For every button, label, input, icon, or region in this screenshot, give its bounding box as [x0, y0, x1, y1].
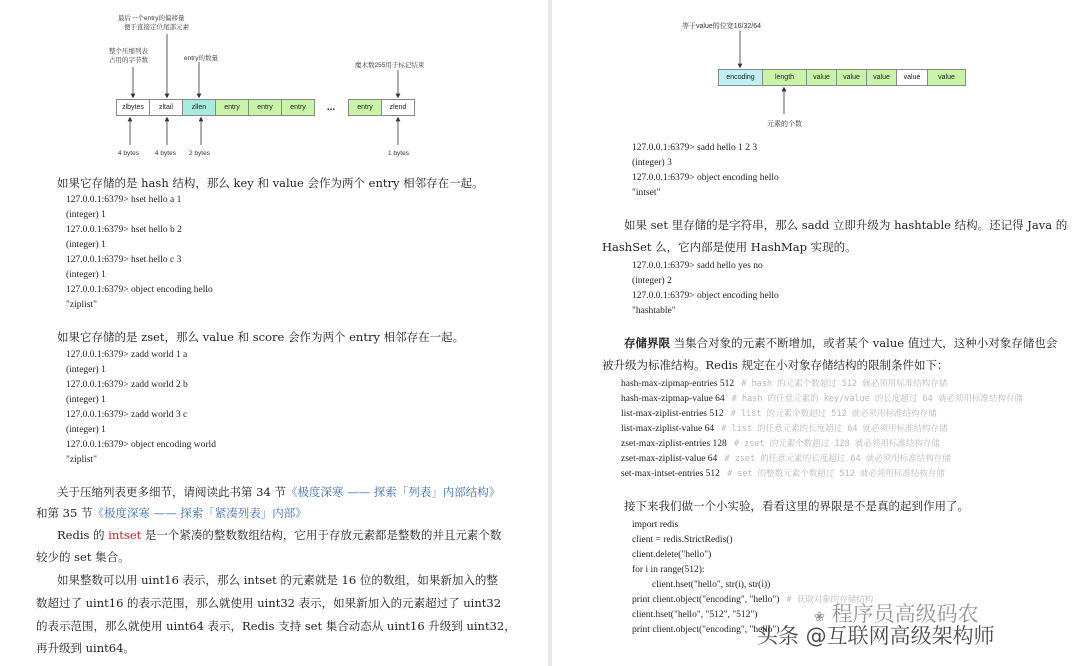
diagram-top-note-2: 便于直接定位尾部元素 [124, 24, 189, 31]
cell-zltail: zltail [149, 99, 183, 116]
intset-bottom-note: 元素的个数 [767, 121, 802, 128]
code-line: 127.0.0.1:6379> object encoding world [66, 440, 216, 450]
code-line: for i in range(512): [632, 565, 705, 575]
intset-top-note: 等于value的位宽16/32/64 [682, 23, 761, 30]
uint-paragraph-line-2: 数超过了 uint16 的表示范围，那么就使用 uint32 表示，如果新加入的元素超过了 uint32 [36, 596, 502, 610]
size-zlbytes: 4 bytes [118, 150, 139, 157]
diagram-left-note-2: 占用的字节数 [109, 57, 148, 64]
ziplist-reference-line-1 [57, 484, 500, 501]
config-comment: # hash 的任意元素的 key/value 的长度超过 64 就必须用标准结构存储 [731, 394, 1023, 404]
config-comment: # zset 的任意元素的长度超过 64 就必须用标准结构存储 [724, 454, 951, 464]
config-line [621, 452, 1023, 467]
config-line [621, 392, 1023, 407]
config-block [621, 377, 1023, 482]
config-comment: # set 的整数元素个数超过 512 就必须用标准结构存储 [727, 469, 945, 479]
size-zllen: 2 bytes [189, 150, 210, 157]
code-line: (integer) 2 [632, 276, 672, 286]
config-comment: # hash 的元素个数超过 512 就必须用标准结构存储 [741, 379, 948, 389]
config-key: list-max-ziplist-entries 512 [621, 409, 724, 419]
chapter-35-link[interactable]: 《极度深寒 —— 探索「紧凑列表」内部》 [92, 506, 307, 520]
config-key: zset-max-ziplist-value 64 [621, 454, 718, 464]
cell-value-4: value [896, 69, 928, 86]
right-page [552, 0, 1080, 666]
code-line: import redis [632, 520, 679, 530]
code-line: "ziplist" [66, 300, 97, 310]
diagram-top-note-1: 最后一个entry的偏移量 [118, 15, 185, 22]
code-line: "intset" [632, 188, 661, 198]
config-line [621, 407, 1023, 422]
cell-value-3: value [866, 69, 897, 86]
cell-value-1: value [806, 69, 837, 86]
config-line [621, 377, 1023, 392]
cell-entry-3: entry [281, 99, 315, 116]
code-line: client.delete("hello") [632, 550, 712, 560]
cell-value-5: value [927, 69, 966, 86]
zset-paragraph: 如果它存储的是 zset，那么 value 和 score 会作为两个 entry 相邻存在一起。 [57, 330, 465, 344]
code-line: "hashtable" [632, 306, 676, 316]
ref-text: 关于压缩列表更多细节，请阅读此书第 34 节 [57, 485, 286, 499]
config-comment: # list 的元素个数超过 512 就必须用标准结构存储 [730, 409, 937, 419]
set-paragraph-line-1: 如果 set 里存储的是字符串，那么 sadd 立即升级为 hashtable 结构。还记得 Java 的 [624, 218, 1068, 232]
storage-limit-line-1 [624, 335, 1057, 352]
code-line: client.hset("hello", str(i), str(i)) [652, 580, 771, 590]
code-line: (integer) 1 [66, 365, 106, 375]
storage-limit-title: 存储界限 [624, 336, 670, 350]
code-line: 127.0.0.1:6379> object encoding hello [632, 173, 779, 183]
config-key: set-max-intset-entries 512 [621, 469, 720, 479]
uint-paragraph-line-4: 再升级到 uint64。 [36, 641, 135, 655]
code-line: 127.0.0.1:6379> zadd world 1 a [66, 350, 188, 360]
code-line: (integer) 1 [66, 425, 106, 435]
cell-encoding: encoding [718, 69, 763, 86]
code-line: (integer) 1 [66, 395, 106, 405]
diagram-arrows [0, 0, 548, 160]
size-zltail: 4 bytes [155, 150, 176, 157]
hash-code-block [66, 193, 213, 313]
uint-paragraph-line-3: 的表示范围，那么就使用 uint64 表示，Redis 支持 set 集合动态从 uint16 升级到 uint32， [36, 619, 516, 633]
diagram-count-note: entry的数量 [184, 55, 218, 62]
code-comment: # 获取对象的存储结构 [786, 595, 874, 605]
code-line: (integer) 1 [66, 240, 106, 250]
code-line: 127.0.0.1:6379> hset hello b 2 [66, 225, 182, 235]
experiment-paragraph: 接下来我们做一个小实验，看看这里的界限是不是真的起到作用了。 [624, 499, 969, 513]
config-comment: # zset 的元素个数超过 128 就必须用标准结构存储 [733, 439, 940, 449]
watermark-toutiao: 头条 @互联网高级架构师 [757, 624, 995, 648]
cell-entry-2: entry [248, 99, 282, 116]
intset-code-block [632, 141, 779, 201]
code-line: (integer) 1 [66, 270, 106, 280]
code-line: (integer) 3 [632, 158, 672, 168]
intset-paragraph-line-2: 较少的 set 集合。 [36, 550, 130, 564]
config-line [621, 467, 1023, 482]
cell-zlend: zlend [381, 99, 415, 116]
intset-keyword: intset [108, 528, 142, 542]
config-line [621, 437, 1023, 452]
hashtable-code-block [632, 259, 779, 319]
config-key: list-max-ziplist-value 64 [621, 424, 715, 434]
code-line: client.hset("hello", "512", "512") [632, 610, 758, 620]
watermark-logo-icon: ❀ [814, 610, 825, 625]
cell-ellipsis: ... [326, 102, 336, 113]
code-line: "ziplist" [66, 455, 97, 465]
hash-paragraph: 如果它存储的是 hash 结构，那么 key 和 value 会作为两个 entry 相邻存在一起。 [57, 176, 484, 190]
config-line [621, 422, 1023, 437]
config-key: hash-max-zipmap-value 64 [621, 394, 725, 404]
code-line: 127.0.0.1:6379> zadd world 2 b [66, 380, 188, 390]
ref-text: 和第 35 节 [36, 506, 93, 520]
size-zlend: 1 bytes [388, 150, 409, 157]
watermark-author-text: 程序员高级码农 [831, 602, 979, 626]
intset-text: Redis 的 [57, 528, 109, 542]
cell-length: length [762, 69, 807, 86]
code-line: 127.0.0.1:6379> hset hello c 3 [66, 255, 182, 265]
code-line: 127.0.0.1:6379> object encoding hello [632, 291, 779, 301]
code-line: 127.0.0.1:6379> object encoding hello [66, 285, 213, 295]
code-line: (integer) 1 [66, 210, 106, 220]
set-paragraph-line-2: HashSet 么，它内部是使用 HashMap 实现的。 [602, 240, 857, 254]
uint-paragraph-line-1: 如果整数可以用 uint16 表示，那么 intset 的元素就是 16 位的数组，如果新加入的整 [57, 573, 498, 587]
code-line: 127.0.0.1:6379> sadd hello yes no [632, 261, 763, 271]
cell-zllen: zllen [182, 99, 216, 116]
intset-paragraph-line-1 [57, 527, 501, 544]
storage-limit-line-2: 被升级为标准结构。Redis 规定在小对象存储结构的限制条件如下： [602, 358, 949, 372]
chapter-34-link[interactable]: 《极度深寒 —— 探索「列表」内部结构》 [285, 485, 501, 499]
config-key: zset-max-ziplist-entries 128 [621, 439, 727, 449]
code-line: 127.0.0.1:6379> zadd world 3 c [66, 410, 188, 420]
ziplist-reference-line-2 [36, 505, 307, 522]
diagram-left-note-1: 整个压缩列表 [109, 48, 148, 55]
code-line: print client.object("encoding", "hello") [632, 625, 780, 635]
code-line: 127.0.0.1:6379> sadd hello 1 2 3 [632, 143, 758, 153]
zset-code-block [66, 348, 216, 468]
cell-entry-1: entry [215, 99, 249, 116]
config-key: hash-max-zipmap-entries 512 [621, 379, 735, 389]
code-line: 127.0.0.1:6379> hset hello a 1 [66, 195, 182, 205]
config-comment: # list 的任意元素的长度超过 64 就必须用标准结构存储 [721, 424, 948, 434]
storage-limit-text: 当集合对象的元素不断增加，或者某个 value 值过大，这种小对象存储也会 [670, 336, 1058, 350]
diagram-end-note: 魔术数255用于标记结束 [355, 62, 425, 69]
cell-value-2: value [836, 69, 867, 86]
intset-text: 是一个紧凑的整数数组结构，它用于存放元素都是整数的并且元素个数 [141, 528, 502, 542]
cell-entry-4: entry [348, 99, 382, 116]
code-text: print client.object("encoding", "hello") [632, 595, 780, 605]
code-line: client = redis.StrictRedis() [632, 535, 733, 545]
cell-zlbytes: zlbytes [116, 99, 150, 116]
intset-diagram-arrows [552, 0, 1080, 130]
